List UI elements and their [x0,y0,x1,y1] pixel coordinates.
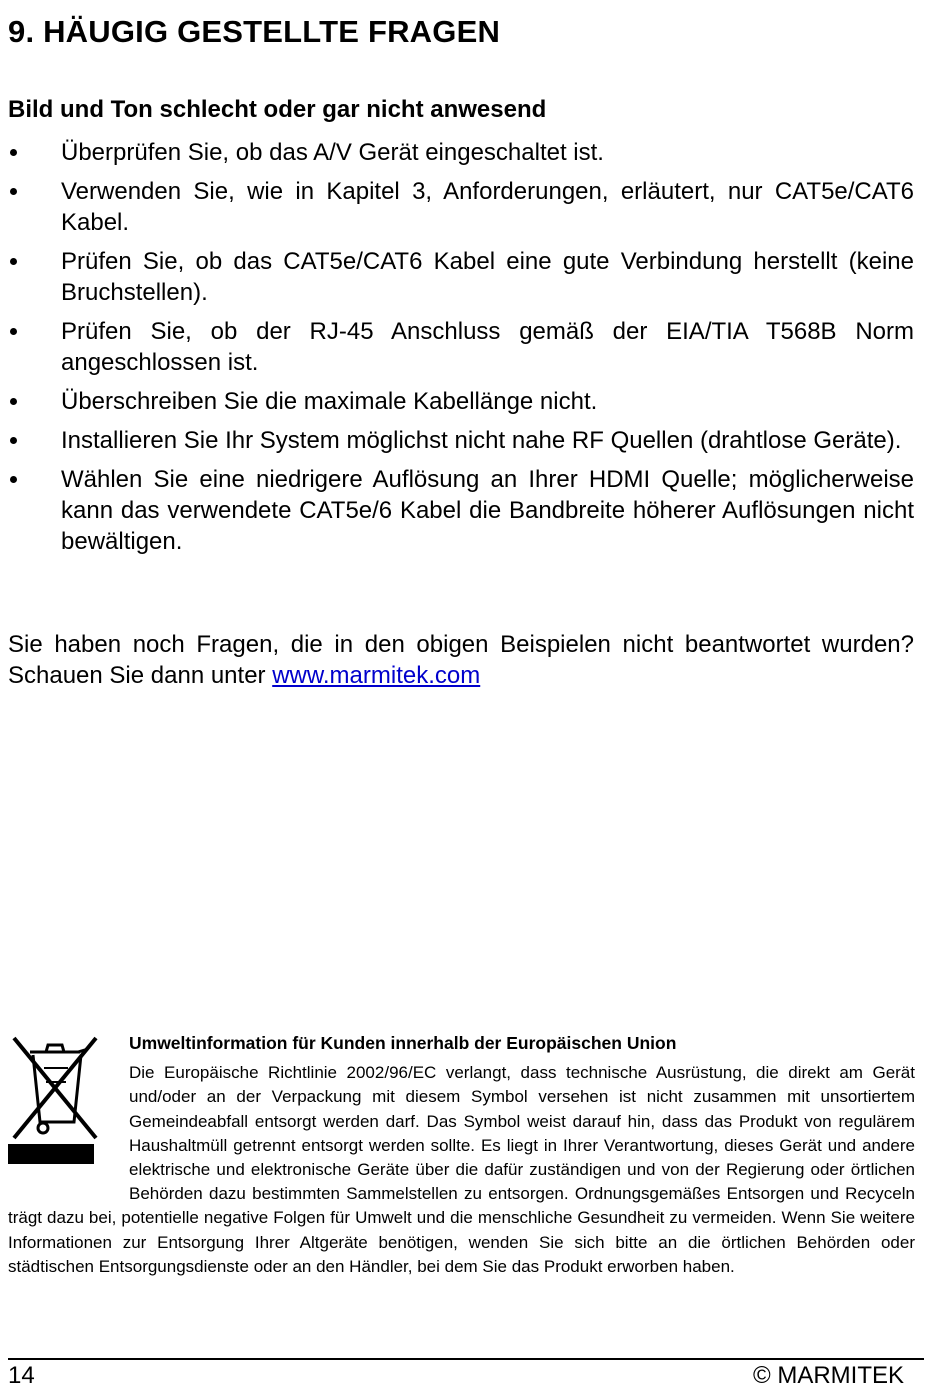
list-item [8,425,914,456]
environment-information [8,1031,915,1279]
list-item-text: Verwenden Sie, wie in Kapitel 3, Anforderungen, erläutert, nur CAT5e/CAT6 Kabel. [61,178,914,236]
environment-text: Die Europäische Richtlinie 2002/96/EC verlangt, dass technische Ausrüstung, die direkt am Gerät und/oder an der Verpackung mit diesem Symbol versehen ist nicht zusammen mit unsortiertem Gemeindeabfall entsorgt werden darf. Das Symbol weist darauf hin, dass das Produkt von regulärem Haushaltmüll getrennt entsorgt werden sollte. Es liegt in Ihrer Verantwortung, dieses Gerät und andere elektrische und elektronische Geräte über die dafür zuständigen und von der Regierung oder örtlichen Behörden dazu bestimmten Sammelstellen zu entsorgen. Ordnungsgemäßes Entsorgen und Recyceln trägt dazu bei, potentielle negative Folgen für Umwelt und die menschliche Gesundheit zu vermeiden. Wenn Sie weitere Informationen zur Entsorgung Ihrer Altgeräte benötigen, wenden Sie sich bitte an die örtlichen Behörden oder städtischen Entsorgungsdienste oder an den Händler, bei dem Sie das Produkt erworben haben. [8,1063,915,1276]
bullet-icon [10,437,17,444]
checklist [8,137,914,565]
list-item [8,316,914,378]
copyright-notice: © MARMITEK [752,1362,904,1389]
section-subheading: Bild und Ton schlecht oder gar nicht anwesend [8,96,547,123]
list-item [8,464,914,557]
page-number: 14 [8,1362,35,1389]
bullet-icon [10,149,17,156]
bullet-icon [10,188,17,195]
list-item-text: Überprüfen Sie, ob das A/V Gerät eingeschaltet ist. [61,139,604,166]
environment-title: Umweltinformation für Kunden innerhalb der Europäischen Union [129,1033,677,1053]
list-item [8,246,914,308]
bullet-icon [10,258,17,265]
list-item-text: Wählen Sie eine niedrigere Auflösung an Ihrer HDMI Quelle; möglicherweise kann das verwendete CAT5e/6 Kabel die Bandbreite höherer Auflösungen nicht bewältigen. [61,466,914,555]
list-item-text: Prüfen Sie, ob das CAT5e/CAT6 Kabel eine gute Verbindung herstellt (keine Bruchstellen). [61,248,914,306]
more-questions-paragraph [8,629,914,691]
page-heading: 9. HÄUGIG GESTELLTE FRAGEN [8,14,501,49]
bullet-icon [10,328,17,335]
bullet-icon [10,398,17,405]
list-item-text: Installieren Sie Ihr System möglichst nicht nahe RF Quellen (drahtlose Geräte). [61,427,902,454]
footer-divider [8,1358,924,1360]
list-item-text: Überschreiben Sie die maximale Kabellänge nicht. [61,388,598,415]
website-link[interactable]: www.marmitek.com [272,662,481,689]
list-item-text: Prüfen Sie, ob der RJ-45 Anschluss gemäß der EIA/TIA T568B Norm angeschlossen ist. [61,318,914,376]
list-item [8,386,914,417]
bullet-icon [10,476,17,483]
list-item [8,137,914,168]
list-item [8,176,914,238]
more-questions-text: Sie haben noch Fragen, die in den obigen Beispielen nicht beantwortet wurden? Schauen Sie dann unter [8,631,914,689]
